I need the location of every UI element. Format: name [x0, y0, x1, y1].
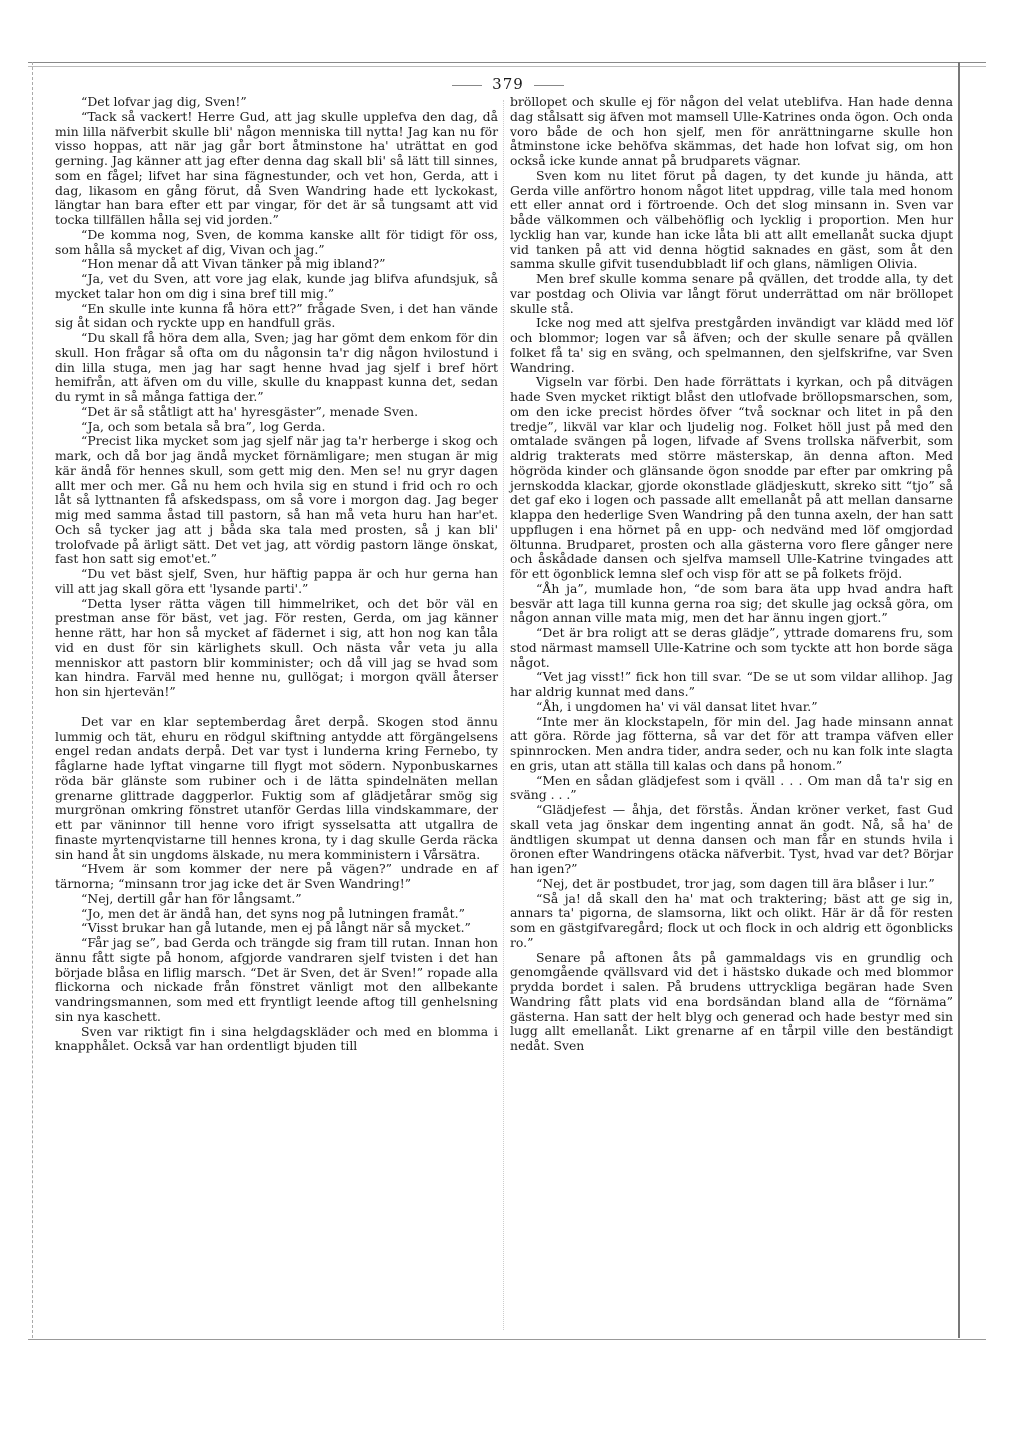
paragraph: Det var en klar septemberdag året derpå. Skogen stod ännu lummig och tät, ehuru en rödgul skiftning antydde att förgängelsens engel redan andats derpå. Det var tyst i lunderna kring Fernebo, ty fåglarne hade lyftat vingarne till flygt mot södern. Nyponbuskarnes röda bär glänste som rubiner och i de lätta spindelnäten mellan grenarne glittrade daggperlor. Fuktig som af glädjetårar smög sig murgrönan omkring fönstret utanför Gerdas lilla vindskammare, der ett par väninnor till henne voro ifrigt sysselsatta att utgallra de finaste myrtenqvistarne till hennes krona, ty i dag skulle Gerda räcka sin hand åt sin ungdoms älskade, nu mera komministern i Vårsätra. — [55, 713, 498, 862]
page-border-left — [32, 62, 33, 1338]
page-number — [0, 75, 1016, 93]
paragraph: “De komma nog, Sven, de komma kanske allt för tidigt för oss, som hålla så mycket af dig, Vivan och jag.” — [55, 226, 498, 257]
paragraph: “Det är så ståtligt att ha' hyresgäster”, menade Sven. — [81, 403, 419, 419]
paragraph: “Nej, det är postbudet, tror jag, som dagen till ära blåser i lur.” — [536, 875, 935, 891]
page-number-text: 379 — [492, 75, 524, 93]
paragraph: “Du skall få höra dem alla, Sven; jag har gömt dem enkom för din skull. Hon frågar så ofta om du någonsin ta'r dig någon hvilostund i din lilla stuga, men jag har sagt henne hvad jag sjelf i bref hört hemifrån, att äfven om du ville, skulle du knappast kunna det, sedan du rymt in så många fattiga der.” — [55, 330, 498, 404]
column-divider — [503, 100, 504, 1330]
paragraph: “Hon menar då att Vivan tänker på mig ibland?” — [81, 256, 386, 272]
paragraph: “Det är bra roligt att se deras glädje”, yttrade domarens fru, som stod närmast mamsell Ulle-Katrine och som tyckte att hon borde säga något. — [510, 625, 953, 670]
paragraph: “Men en sådan glädjefest som i qväll . . . Om man då ta'r sig en sväng . . .” — [510, 772, 953, 803]
right-column — [510, 95, 953, 1054]
paragraph: bröllopet och skulle ej för någon del velat uteblifva. Han hade denna dag stålsatt sig äfven mot mamsell Ulle-Katrines onda ögon. Och onda voro både de och hon sjelf, men för anrättningarne skulle hon åtminstone icke behöfva skämmas, det hade hon lofvat sig, om hon också icke kunde annat på brudparets vägnar. — [510, 94, 953, 168]
paragraph: “Ja, vet du Sven, att vore jag elak, kunde jag blifva afundsjuk, så mycket talar hon om dig i sina bref till mig.” — [55, 271, 498, 301]
paragraph: “Det lofvar jag dig, Sven!” — [81, 94, 247, 109]
paragraph: “Inte mer än klockstapeln, för min del. Jag hade minsann annat att göra. Rörde jag fötterna, så var det för att trampa väfven eller spinnrocken. Men andra tider, andra seder, och nu kan folk inte slagta en gris, utan att ställa till kalas och dans på honom.” — [510, 713, 953, 773]
page-number-rule-left — [452, 85, 482, 86]
paragraph: “Precist lika mycket som jag sjelf när jag ta'r herberge i skog och mark, och då bor jag ändå mycket förnämligare; men stugan är mig kär ändå för hennes skull, som gett mig den. Men se! nu gryr dagen allt mer och mer. Gå nu hem och hvila sig en stund i frid och ro och låt så lyttnanten få afskedspass, om så vore i morgon dag. Jag beger mig med samma åstad till pastorn, så han må veta huru han har'et. Och så tycker jag att j båda ska tala med prosten, så j kan bli' trolofvade på ärligt sätt. Det vet jag, att vördig pastorn länge önskat, fast hon satt sig emot'et.” — [55, 433, 498, 567]
paragraph: “En skulle inte kunna få höra ett?” frågade Sven, i det han vände sig åt sidan och ryckte upp en handfull gräs. — [55, 300, 498, 331]
paragraph: Icke nog med att sjelfva prestgården invändigt var klädd med löf och blommor; logen var så äfven; och der skulle senare på qvällen folket få ta' sig en sväng, och spelmannen, den sjelfskrifne, var Sven Wandring. — [510, 315, 953, 375]
paragraph: “Åh ja”, mumlade hon, “de som bara äta upp hvad andra haft besvär att laga till kunna gerna roa sig; det skulle jag också göra, om någon annan ville mata mig, men det har ännu ingen gjort.” — [510, 580, 953, 626]
left-column — [55, 95, 498, 1054]
paragraph: “Åh, i ungdomen ha' vi väl dansat litet hvar.” — [536, 698, 818, 714]
paragraph: Vigseln var förbi. Den hade förrättats i kyrkan, och på ditvägen hade Sven mycket riktigt blåst den utlofvade bröllopsmarschen, som, om den icke precist hördes öfver “två socknar och litet in på den tredje”, likväl var klar och ljudelig nog. Folket höll just på med den omtalade svängen på logen, lifvade af Svens trollska näfverbit, som aldrig trakterats med större mästerskap, än denna afton. Med högröda kinder och glänsande ögon snodde par efter par omkring på jernskodda klackar, gjorde okonstlade glädjeskutt, skreko sitt “tjo” så det gaf eko i logen och passade allt emellanåt på att mellan dansarne klappa den hederlige Sven Wandring på den tunna axeln, der han satt uppflugen i ena hörnet på en upp- och nedvänd med löf omgjordad öltunna. Brudparet, prosten och alla gästerna voro flere gånger nere och åskådade dansen och sjelfva mamsell Ulle-Katrine tvingades att för ett ögonblick lemna slef och visp för att se på folkets fröjd. — [510, 374, 953, 581]
paragraph: Men bref skulle komma senare på qvällen, det trodde alla, ty det var postdag och Olivia var långt förut underrättad om när bröllopet skulle stå. — [510, 271, 953, 316]
paragraph: “Hvem är som kommer der nere på vägen?” undrade en af tärnorna; “minsann tror jag icke det är Sven Wandring!” — [55, 861, 498, 891]
paragraph: Sven kom nu litet förut på dagen, ty det kunde ju hända, att Gerda ville anförtro honom något litet uppdrag, ville tala med honom ett eller annat ord i förtroende. Och det slog minsann in. Sven var både välkommen och välbehöflig och lycklig i proportion. Men hur lycklig han var, kunde han icke låta bli att allt emellanåt sucka djupt vid tanken på att vid denna högtid saknades en gäst, som åt den samma skulle gifvit tusendubbladt lif och glans, nämligen Olivia. — [510, 167, 953, 272]
paragraph: “Vet jag visst!” fick hon till svar. “De se ut som vildar allihop. Jag har aldrig kunnat med dans.” — [510, 669, 953, 699]
paragraph: “Får jag se”, bad Gerda och trängde sig fram till rutan. Innan hon ännu fått sigte på honom, afgjorde vandraren sjelf tvisten i det han började blåsa en liflig marsch. “Det är Sven, det är Sven!” ropade alla flickorna och nickade från fönstret vänligt mot den allbekante vandringsmannen, som med ett fryntligt leende aftog till genhelsning sin nya kaschett. — [55, 935, 498, 1024]
paragraph: “Glädjefest — åhja, det förstås. Ändan kröner verket, fast Gud skall veta jag önskar dem ingenting annat än godt. Nå, så ha' de ändtligen skumpat ut denna dansen och man får en stunds hvila i öronen efter Wandringens otäcka näfverbit. Tyst, hvad var det? Börjar han igen?” — [510, 802, 953, 876]
paragraph: Sven var riktigt fin i sina helgdagskläder och med en blomma i knapphålet. Också var han ordentligt bjuden till — [55, 1023, 498, 1054]
paragraph: “Nej, dertill går han för långsamt.” — [81, 890, 302, 906]
paragraph: Senare på aftonen åts på gammaldags vis en grundlig och genomgående qvällsvard vid det i hästsko dukade och med blommor prydda bordet i salen. På brudens uttryckliga begäran hade Sven Wandring fått plats vid ena bordsändan bland alla de “förnäma” gästerna. Han satt der helt blyg och generad och hade bestyr med sin lugg allt emellanåt. Likt grenarne af en tårpil ville den beständigt nedåt. Sven — [510, 949, 953, 1053]
paragraph: “Detta lyser rätta vägen till himmelriket, och det bör väl en prestman anse för bäst, vet jag. För resten, Gerda, om jag känner henne rätt, har hon så mycket af fädernet i sig, att hon nog kan tåla vid en dust för sin kärlighets skull. Och nästa vår veta ju alla menniskor att pastorn blir komminister; och då vill jag se hvad som kan hindra. Farväl med henne nu, gullögat; i morgon qväll återser hon sin hjertevän!” — [55, 595, 498, 699]
page-number-rule-right — [534, 85, 564, 86]
paragraph: “Så ja! då skall den ha' mat och traktering; bäst att ge sig in, annars ta' pigorna, de slamsorna, likt och olikt. Här är då för resten som en gästgifvaregård; flock ut och flock in och aldrig ett ögonblicks ro.” — [510, 890, 953, 950]
paragraph: “Ja, och som betala så bra”, log Gerda. — [81, 418, 326, 434]
paragraph: “Tack så vackert! Herre Gud, att jag skulle upplefva den dag, då min lilla näfverbit skulle bli' någon menniska till nytta! Jag kan nu för visso hoppas, att när jag går bort åtminstone ha' uträttat en god gerning. Jag känner att jag efter denna dag skall bli' så lätt till sinnes, som en fågel; lifvet har sina fägnestunder, och vet hon, Gerda, att i dag, likasom en gång förut, då Sven Wandring hade ett lyckokast, längtar han bara efter ett par vingar, för det är så tungsamt att vid tocka tillfällen hålla sej vid jorden.” — [55, 108, 498, 227]
paragraph: “Visst brukar han gå lutande, men ej på långt när så mycket.” — [81, 920, 471, 936]
paragraph: “Jo, men det är ändå han, det syns nog på lutningen framåt.” — [81, 905, 465, 921]
paragraph: “Du vet bäst sjelf, Sven, hur häftig pappa är och hur gerna han vill att jag skall göra ett 'lysande parti'.” — [55, 566, 498, 596]
page-border-right — [958, 62, 960, 1338]
